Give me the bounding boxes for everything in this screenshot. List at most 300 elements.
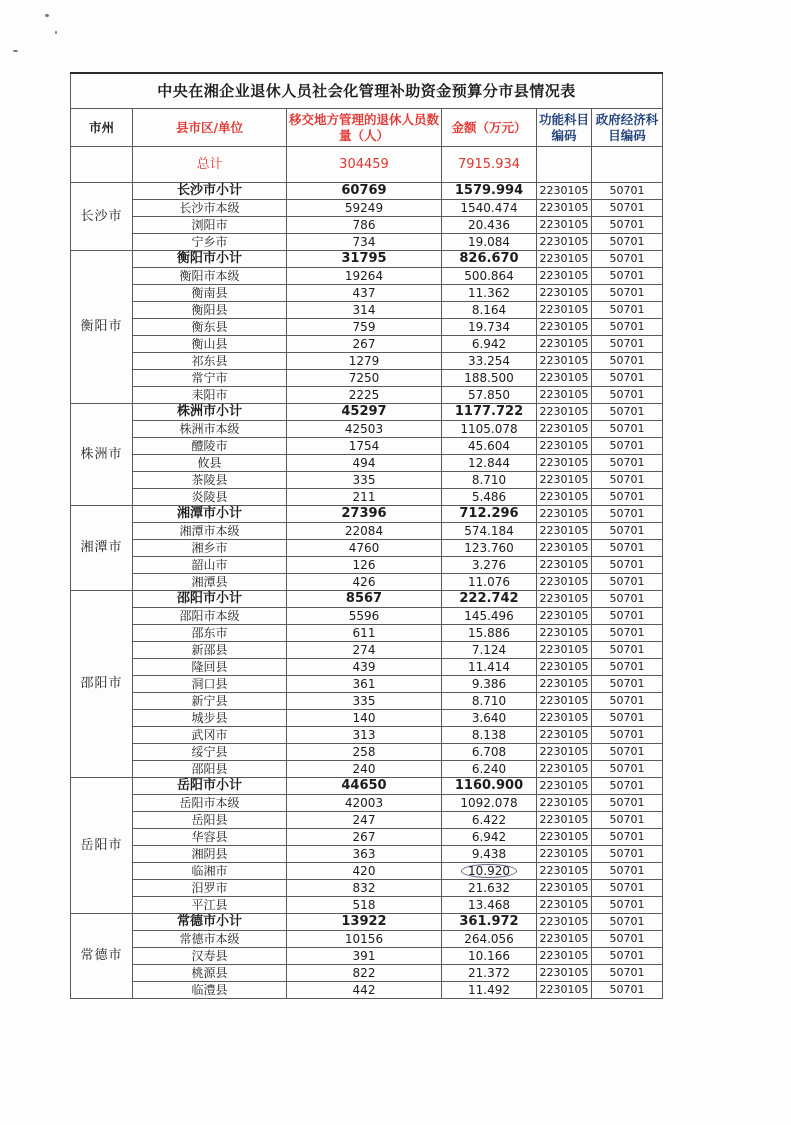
amount: 145.496 — [442, 608, 537, 625]
unit-name: 岳阳市小计 — [133, 778, 287, 795]
table-row — [71, 710, 663, 727]
function-code: 2230105 — [537, 931, 592, 948]
economic-code: 50701 — [592, 489, 663, 506]
table-row — [71, 370, 663, 387]
amount: 123.760 — [442, 540, 537, 557]
header-city: 市州 — [71, 109, 133, 147]
retiree-count: 439 — [287, 659, 442, 676]
amount: 19.734 — [442, 319, 537, 336]
table-row — [71, 319, 663, 336]
city-name: 湘潭市 — [71, 506, 133, 591]
economic-code: 50701 — [592, 863, 663, 880]
amount: 19.084 — [442, 234, 537, 251]
city-name: 长沙市 — [71, 183, 133, 251]
unit-name: 长沙市本级 — [133, 200, 287, 217]
function-code: 2230105 — [537, 200, 592, 217]
table-title: 中央在湘企业退休人员社会化管理补助资金预算分市县情况表 — [71, 73, 663, 109]
table-row — [71, 846, 663, 863]
scan-speck — [13, 50, 18, 52]
city-name: 衡阳市 — [71, 251, 133, 404]
retiree-count: 45297 — [287, 404, 442, 421]
table-row — [71, 489, 663, 506]
retiree-count: 258 — [287, 744, 442, 761]
amount: 11.076 — [442, 574, 537, 591]
unit-name: 桃源县 — [133, 965, 287, 982]
retiree-count: 60769 — [287, 183, 442, 200]
economic-code: 50701 — [592, 591, 663, 608]
retiree-count: 335 — [287, 472, 442, 489]
subtotal-row — [71, 506, 663, 523]
retiree-count: 10156 — [287, 931, 442, 948]
amount: 6.708 — [442, 744, 537, 761]
amount: 11.414 — [442, 659, 537, 676]
amount: 5.486 — [442, 489, 537, 506]
economic-code: 50701 — [592, 319, 663, 336]
retiree-count: 59249 — [287, 200, 442, 217]
unit-name: 洞口县 — [133, 676, 287, 693]
unit-name: 衡阳市小计 — [133, 251, 287, 268]
retiree-count: 267 — [287, 336, 442, 353]
function-code: 2230105 — [537, 523, 592, 540]
header-economic-code: 政府经济科目编码 — [592, 109, 663, 147]
economic-code: 50701 — [592, 965, 663, 982]
retiree-count: 240 — [287, 761, 442, 778]
economic-code: 50701 — [592, 829, 663, 846]
table-row — [71, 863, 663, 880]
retiree-count: 426 — [287, 574, 442, 591]
retiree-count: 140 — [287, 710, 442, 727]
header-unit: 县市区/单位 — [133, 109, 287, 147]
function-code: 2230105 — [537, 965, 592, 982]
unit-name: 衡阳市本级 — [133, 268, 287, 285]
unit-name: 湘乡市 — [133, 540, 287, 557]
table-row — [71, 744, 663, 761]
unit-name: 临湘市 — [133, 863, 287, 880]
subtotal-row — [71, 183, 663, 200]
amount: 188.500 — [442, 370, 537, 387]
retiree-count: 361 — [287, 676, 442, 693]
economic-code: 50701 — [592, 727, 663, 744]
retiree-count: 420 — [287, 863, 442, 880]
function-code: 2230105 — [537, 880, 592, 897]
economic-code: 50701 — [592, 659, 663, 676]
table-row — [71, 472, 663, 489]
function-code: 2230105 — [537, 438, 592, 455]
economic-code: 50701 — [592, 676, 663, 693]
unit-name: 平江县 — [133, 897, 287, 914]
retiree-count: 31795 — [287, 251, 442, 268]
function-code: 2230105 — [537, 608, 592, 625]
economic-code: 50701 — [592, 404, 663, 421]
unit-name: 湘潭市本级 — [133, 523, 287, 540]
table-row — [71, 438, 663, 455]
unit-name: 长沙市小计 — [133, 183, 287, 200]
retiree-count: 442 — [287, 982, 442, 999]
unit-name: 常德市小计 — [133, 914, 287, 931]
function-code: 2230105 — [537, 506, 592, 523]
unit-name: 岳阳市本级 — [133, 795, 287, 812]
economic-code: 50701 — [592, 812, 663, 829]
function-code: 2230105 — [537, 370, 592, 387]
economic-code: 50701 — [592, 880, 663, 897]
function-code: 2230105 — [537, 540, 592, 557]
amount: 7.124 — [442, 642, 537, 659]
amount: 9.386 — [442, 676, 537, 693]
total-city-cell — [71, 147, 133, 183]
function-code: 2230105 — [537, 778, 592, 795]
table-row — [71, 574, 663, 591]
economic-code: 50701 — [592, 846, 663, 863]
function-code: 2230105 — [537, 285, 592, 302]
table-row — [71, 931, 663, 948]
function-code: 2230105 — [537, 404, 592, 421]
table-row — [71, 982, 663, 999]
city-name: 株洲市 — [71, 404, 133, 506]
unit-name: 攸县 — [133, 455, 287, 472]
unit-name: 岳阳县 — [133, 812, 287, 829]
unit-name: 湘潭市小计 — [133, 506, 287, 523]
economic-code: 50701 — [592, 710, 663, 727]
economic-code: 50701 — [592, 897, 663, 914]
unit-name: 新宁县 — [133, 693, 287, 710]
city-name: 邵阳市 — [71, 591, 133, 778]
economic-code: 50701 — [592, 574, 663, 591]
table-row — [71, 897, 663, 914]
retiree-count: 4760 — [287, 540, 442, 557]
unit-name: 城步县 — [133, 710, 287, 727]
unit-name: 绥宁县 — [133, 744, 287, 761]
unit-name: 武冈市 — [133, 727, 287, 744]
table-row — [71, 336, 663, 353]
unit-name: 邵阳市本级 — [133, 608, 287, 625]
unit-name: 常德市本级 — [133, 931, 287, 948]
header-amount: 金额（万元） — [442, 109, 537, 147]
budget-table — [70, 72, 663, 999]
table-row — [71, 880, 663, 897]
unit-name: 衡南县 — [133, 285, 287, 302]
economic-code: 50701 — [592, 761, 663, 778]
amount: 3.640 — [442, 710, 537, 727]
total-func-cell — [537, 147, 592, 183]
retiree-count: 832 — [287, 880, 442, 897]
unit-name: 醴陵市 — [133, 438, 287, 455]
amount: 13.468 — [442, 897, 537, 914]
scan-speck — [55, 31, 57, 34]
unit-name: 临澧县 — [133, 982, 287, 999]
amount: 15.886 — [442, 625, 537, 642]
economic-code: 50701 — [592, 472, 663, 489]
unit-name: 宁乡市 — [133, 234, 287, 251]
table-row — [71, 625, 663, 642]
unit-name: 茶陵县 — [133, 472, 287, 489]
unit-name: 炎陵县 — [133, 489, 287, 506]
subtotal-row — [71, 251, 663, 268]
economic-code: 50701 — [592, 421, 663, 438]
economic-code: 50701 — [592, 353, 663, 370]
retiree-count: 126 — [287, 557, 442, 574]
amount: 10.166 — [442, 948, 537, 965]
function-code: 2230105 — [537, 642, 592, 659]
unit-name: 耒阳市 — [133, 387, 287, 404]
function-code: 2230105 — [537, 795, 592, 812]
function-code: 2230105 — [537, 319, 592, 336]
amount: 1540.474 — [442, 200, 537, 217]
unit-name: 湘阴县 — [133, 846, 287, 863]
amount: 11.492 — [442, 982, 537, 999]
function-code: 2230105 — [537, 829, 592, 846]
amount: 1105.078 — [442, 421, 537, 438]
unit-name: 衡阳县 — [133, 302, 287, 319]
retiree-count: 391 — [287, 948, 442, 965]
unit-name: 汨罗市 — [133, 880, 287, 897]
function-code: 2230105 — [537, 727, 592, 744]
table-row — [71, 557, 663, 574]
economic-code: 50701 — [592, 183, 663, 200]
function-code: 2230105 — [537, 217, 592, 234]
economic-code: 50701 — [592, 302, 663, 319]
table-row — [71, 234, 663, 251]
retiree-count: 42003 — [287, 795, 442, 812]
amount: 574.184 — [442, 523, 537, 540]
economic-code: 50701 — [592, 285, 663, 302]
function-code: 2230105 — [537, 183, 592, 200]
economic-code: 50701 — [592, 438, 663, 455]
economic-code: 50701 — [592, 931, 663, 948]
total-count: 304459 — [287, 147, 442, 183]
unit-name: 湘潭县 — [133, 574, 287, 591]
table-row — [71, 285, 663, 302]
retiree-count: 734 — [287, 234, 442, 251]
retiree-count: 7250 — [287, 370, 442, 387]
total-label: 总计 — [133, 147, 287, 183]
economic-code: 50701 — [592, 744, 663, 761]
retiree-count: 1279 — [287, 353, 442, 370]
table-row — [71, 523, 663, 540]
function-code: 2230105 — [537, 846, 592, 863]
function-code: 2230105 — [537, 557, 592, 574]
table-row — [71, 642, 663, 659]
amount: 9.438 — [442, 846, 537, 863]
amount: 8.164 — [442, 302, 537, 319]
retiree-count: 313 — [287, 727, 442, 744]
function-code: 2230105 — [537, 387, 592, 404]
economic-code: 50701 — [592, 540, 663, 557]
amount: 6.942 — [442, 829, 537, 846]
function-code: 2230105 — [537, 353, 592, 370]
amount: 1177.722 — [442, 404, 537, 421]
economic-code: 50701 — [592, 234, 663, 251]
economic-code: 50701 — [592, 523, 663, 540]
function-code: 2230105 — [537, 812, 592, 829]
economic-code: 50701 — [592, 642, 663, 659]
function-code: 2230105 — [537, 302, 592, 319]
economic-code: 50701 — [592, 557, 663, 574]
subtotal-row — [71, 591, 663, 608]
retiree-count: 8567 — [287, 591, 442, 608]
amount: 6.942 — [442, 336, 537, 353]
table-row — [71, 965, 663, 982]
table-row — [71, 268, 663, 285]
economic-code: 50701 — [592, 268, 663, 285]
table-row — [71, 829, 663, 846]
amount: 11.362 — [442, 285, 537, 302]
retiree-count: 5596 — [287, 608, 442, 625]
unit-name: 华容县 — [133, 829, 287, 846]
table-row — [71, 217, 663, 234]
function-code: 2230105 — [537, 693, 592, 710]
retiree-count: 335 — [287, 693, 442, 710]
economic-code: 50701 — [592, 693, 663, 710]
city-name: 常德市 — [71, 914, 133, 999]
function-code: 2230105 — [537, 591, 592, 608]
function-code: 2230105 — [537, 455, 592, 472]
function-code: 2230105 — [537, 421, 592, 438]
amount: 45.604 — [442, 438, 537, 455]
retiree-count: 437 — [287, 285, 442, 302]
retiree-count: 518 — [287, 897, 442, 914]
retiree-count: 1754 — [287, 438, 442, 455]
amount: 20.436 — [442, 217, 537, 234]
function-code: 2230105 — [537, 336, 592, 353]
amount: 8.710 — [442, 472, 537, 489]
economic-code: 50701 — [592, 336, 663, 353]
retiree-count: 27396 — [287, 506, 442, 523]
function-code: 2230105 — [537, 744, 592, 761]
function-code: 2230105 — [537, 948, 592, 965]
retiree-count: 611 — [287, 625, 442, 642]
table-row — [71, 727, 663, 744]
function-code: 2230105 — [537, 234, 592, 251]
retiree-count: 822 — [287, 965, 442, 982]
amount: 33.254 — [442, 353, 537, 370]
unit-name: 隆回县 — [133, 659, 287, 676]
header-row — [71, 109, 663, 147]
total-econ-cell — [592, 147, 663, 183]
table-row — [71, 659, 663, 676]
header-function-code: 功能科目编码 — [537, 109, 592, 147]
amount: 12.844 — [442, 455, 537, 472]
table-row — [71, 540, 663, 557]
retiree-count: 22084 — [287, 523, 442, 540]
table-row — [71, 302, 663, 319]
amount: 6.422 — [442, 812, 537, 829]
amount: 3.276 — [442, 557, 537, 574]
table-row — [71, 200, 663, 217]
amount: 6.240 — [442, 761, 537, 778]
retiree-count: 314 — [287, 302, 442, 319]
city-name: 岳阳市 — [71, 778, 133, 914]
function-code: 2230105 — [537, 251, 592, 268]
header-retiree-count: 移交地方管理的退休人员数量（人） — [287, 109, 442, 147]
title-row — [71, 73, 663, 109]
retiree-count: 363 — [287, 846, 442, 863]
amount: 222.742 — [442, 591, 537, 608]
retiree-count: 786 — [287, 217, 442, 234]
function-code: 2230105 — [537, 761, 592, 778]
function-code: 2230105 — [537, 676, 592, 693]
economic-code: 50701 — [592, 982, 663, 999]
amount: 826.670 — [442, 251, 537, 268]
amount: 1579.994 — [442, 183, 537, 200]
economic-code: 50701 — [592, 948, 663, 965]
economic-code: 50701 — [592, 506, 663, 523]
function-code: 2230105 — [537, 659, 592, 676]
retiree-count: 211 — [287, 489, 442, 506]
economic-code: 50701 — [592, 387, 663, 404]
economic-code: 50701 — [592, 778, 663, 795]
function-code: 2230105 — [537, 897, 592, 914]
subtotal-row — [71, 914, 663, 931]
economic-code: 50701 — [592, 217, 663, 234]
table-row — [71, 795, 663, 812]
amount: 21.632 — [442, 880, 537, 897]
table-row — [71, 421, 663, 438]
function-code: 2230105 — [537, 574, 592, 591]
economic-code: 50701 — [592, 455, 663, 472]
amount: 8.138 — [442, 727, 537, 744]
amount — [442, 863, 537, 880]
unit-name: 株洲市小计 — [133, 404, 287, 421]
economic-code: 50701 — [592, 251, 663, 268]
amount: 500.864 — [442, 268, 537, 285]
retiree-count: 494 — [287, 455, 442, 472]
subtotal-row — [71, 778, 663, 795]
economic-code: 50701 — [592, 370, 663, 387]
table-row — [71, 387, 663, 404]
unit-name: 邵阳市小计 — [133, 591, 287, 608]
amount: 57.850 — [442, 387, 537, 404]
amount: 712.296 — [442, 506, 537, 523]
retiree-count: 759 — [287, 319, 442, 336]
unit-name: 韶山市 — [133, 557, 287, 574]
economic-code: 50701 — [592, 914, 663, 931]
circled-amount: 10.920 — [461, 864, 517, 878]
amount: 21.372 — [442, 965, 537, 982]
unit-name: 常宁市 — [133, 370, 287, 387]
unit-name: 祁东县 — [133, 353, 287, 370]
retiree-count: 19264 — [287, 268, 442, 285]
retiree-count: 44650 — [287, 778, 442, 795]
unit-name: 衡东县 — [133, 319, 287, 336]
retiree-count: 267 — [287, 829, 442, 846]
retiree-count: 2225 — [287, 387, 442, 404]
amount: 1092.078 — [442, 795, 537, 812]
table-row — [71, 455, 663, 472]
economic-code: 50701 — [592, 625, 663, 642]
table-row — [71, 761, 663, 778]
unit-name: 新邵县 — [133, 642, 287, 659]
amount: 1160.900 — [442, 778, 537, 795]
retiree-count: 42503 — [287, 421, 442, 438]
function-code: 2230105 — [537, 863, 592, 880]
unit-name: 邵东市 — [133, 625, 287, 642]
table-row — [71, 608, 663, 625]
retiree-count: 247 — [287, 812, 442, 829]
total-amount: 7915.934 — [442, 147, 537, 183]
unit-name: 邵阳县 — [133, 761, 287, 778]
amount: 361.972 — [442, 914, 537, 931]
total-row — [71, 147, 663, 183]
function-code: 2230105 — [537, 982, 592, 999]
table-row — [71, 353, 663, 370]
function-code: 2230105 — [537, 489, 592, 506]
economic-code: 50701 — [592, 200, 663, 217]
function-code: 2230105 — [537, 710, 592, 727]
function-code: 2230105 — [537, 268, 592, 285]
unit-name: 株洲市本级 — [133, 421, 287, 438]
subtotal-row — [71, 404, 663, 421]
economic-code: 50701 — [592, 608, 663, 625]
